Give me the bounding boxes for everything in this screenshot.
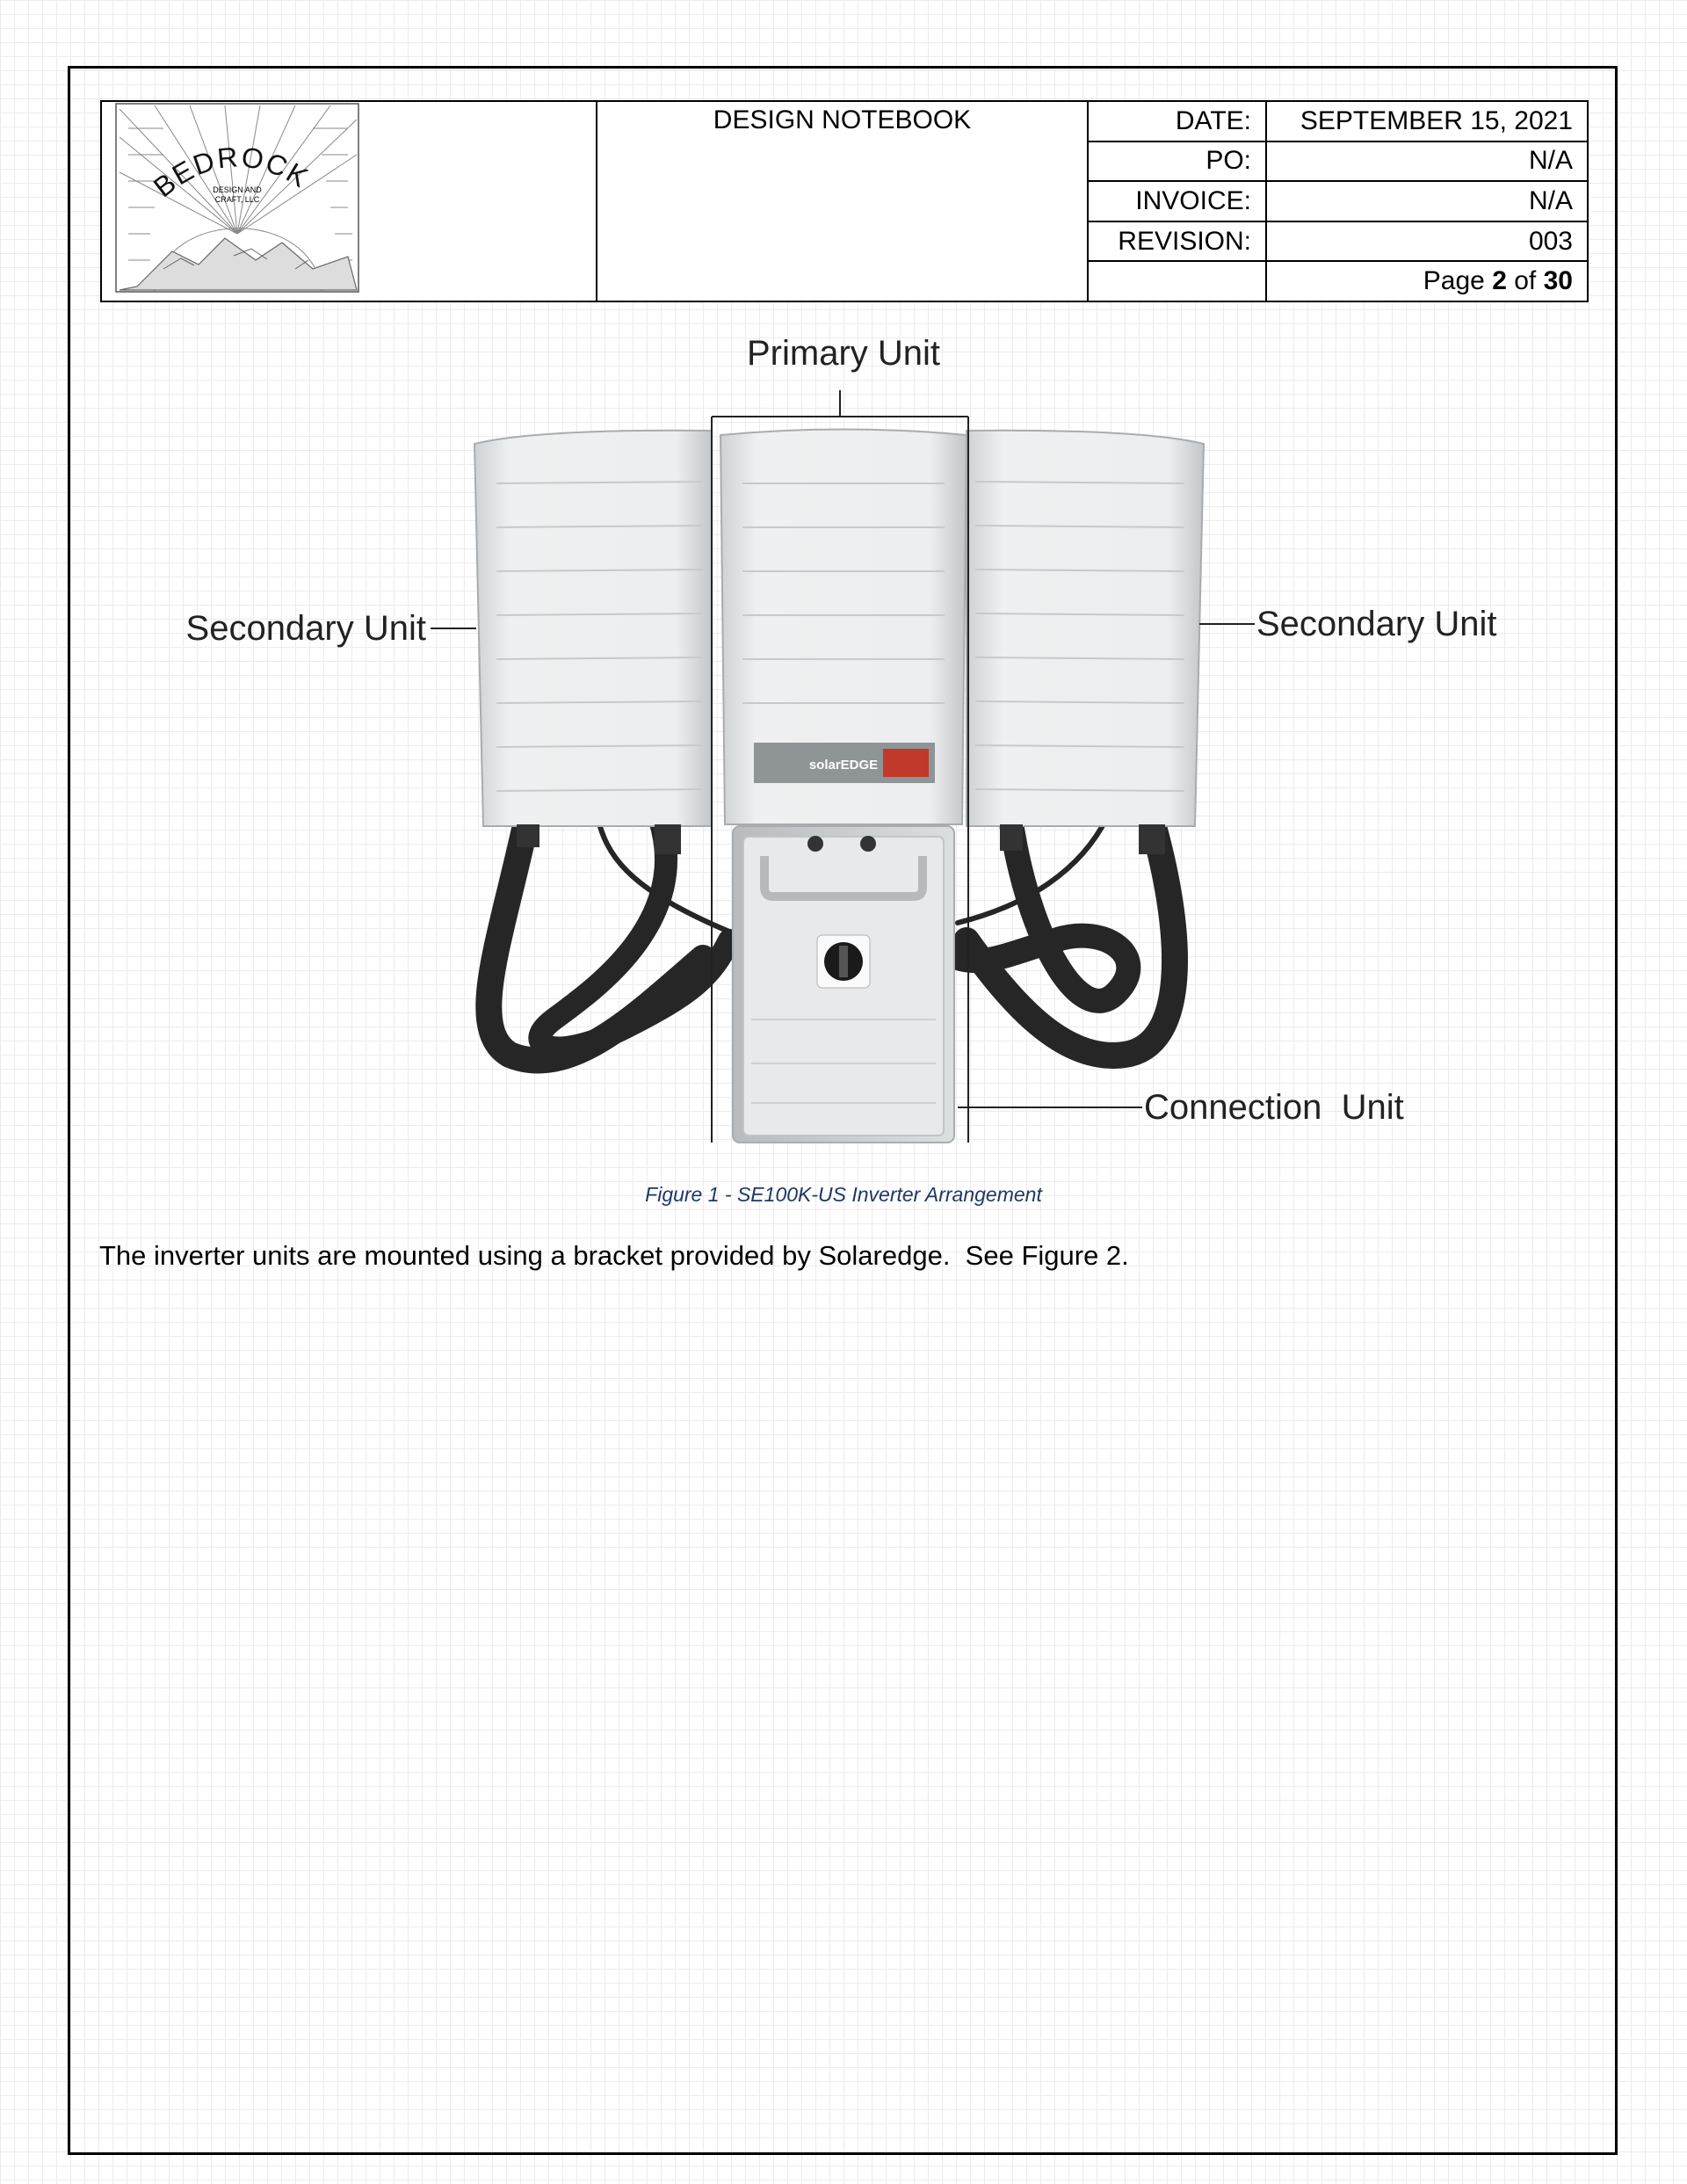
date-value: SEPTEMBER 15, 2021 [1266, 101, 1588, 141]
label-connection-unit: Connection Unit [1144, 1088, 1404, 1127]
logo-brand-text: BEDROCK [148, 141, 315, 204]
page-prefix: Page [1423, 266, 1485, 296]
empty-label-cell [1088, 261, 1266, 301]
connection-unit [733, 826, 954, 1143]
label-secondary-unit-left: Secondary Unit [185, 609, 426, 648]
page-current: 2 [1492, 266, 1507, 296]
bedrock-logo [102, 102, 594, 294]
page-number [1266, 261, 1588, 301]
primary-unit [720, 430, 967, 825]
logo-sub-line1: DESIGN AND [213, 185, 262, 194]
secondary-unit-right [967, 431, 1204, 854]
invoice-value: N/A [1266, 181, 1588, 221]
figure-caption: Figure 1 - SE100K-US Inverter Arrangement [645, 1183, 1042, 1206]
title-block [100, 100, 1589, 302]
label-secondary-unit-right: Secondary Unit [1256, 605, 1497, 643]
page-of: of [1514, 266, 1537, 296]
label-primary-unit: Primary Unit [746, 334, 941, 373]
logo-sub-line2: CRAFT, LLC [214, 195, 260, 204]
revision-value: 003 [1266, 221, 1588, 262]
document-title: DESIGN NOTEBOOK [597, 101, 1088, 301]
figure-1 [97, 325, 1590, 1151]
logo-cell [101, 101, 597, 301]
po-value: N/A [1266, 141, 1588, 182]
po-label: PO: [1088, 141, 1266, 182]
body-paragraph: The inverter units are mounted using a bracket provided by Solaredge. See Figure 2. [99, 1240, 1129, 1271]
revision-label: REVISION: [1088, 221, 1266, 262]
date-label: DATE: [1088, 101, 1266, 141]
inverter-arrangement-image [97, 325, 1590, 1151]
secondary-unit-left [474, 431, 712, 854]
invoice-label: INVOICE: [1088, 181, 1266, 221]
page-total: 30 [1543, 266, 1573, 296]
brand-badge-text: solarEDGE [808, 758, 879, 773]
